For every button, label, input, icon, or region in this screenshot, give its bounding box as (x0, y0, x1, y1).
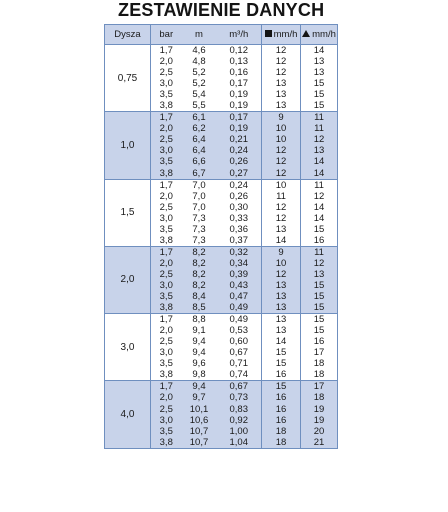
m-cell: 8,2 (182, 246, 217, 258)
flow-cell: 0,37 (217, 235, 262, 247)
m-cell: 9,4 (182, 347, 217, 358)
page-title: ZESTAWIENIE DANYCH (118, 0, 325, 20)
square-rate-cell: 18 (262, 426, 301, 437)
triangle-rate-cell: 12 (301, 134, 338, 145)
flow-cell: 0,24 (217, 145, 262, 156)
square-rate-cell: 15 (262, 347, 301, 358)
table-header-row (105, 25, 338, 45)
m-cell: 7,3 (182, 213, 217, 224)
bar-cell: 2,0 (151, 56, 182, 67)
triangle-rate-cell: 14 (301, 156, 338, 167)
bar-cell: 2,0 (151, 325, 182, 336)
square-rate-cell: 9 (262, 112, 301, 124)
header-bar: bar (151, 25, 182, 45)
square-rate-cell: 13 (262, 89, 301, 100)
triangle-rate-cell: 14 (301, 45, 338, 57)
triangle-rate-cell: 15 (301, 89, 338, 100)
square-rate-cell: 12 (262, 168, 301, 180)
square-rate-cell: 10 (262, 179, 301, 191)
bar-cell: 3,8 (151, 302, 182, 314)
bar-cell: 3,5 (151, 358, 182, 369)
flow-cell: 0,16 (217, 67, 262, 78)
triangle-rate-cell: 11 (301, 123, 338, 134)
square-rate-cell: 12 (262, 156, 301, 167)
m-cell: 9,4 (182, 336, 217, 347)
square-rate-cell: 15 (262, 381, 301, 393)
bar-cell: 3,8 (151, 369, 182, 381)
m-cell: 10,7 (182, 426, 217, 437)
triangle-rate-cell: 14 (301, 213, 338, 224)
square-rate-cell: 13 (262, 224, 301, 235)
bar-cell: 3,0 (151, 347, 182, 358)
nozzle-group (105, 381, 338, 448)
m-cell: 9,8 (182, 369, 217, 381)
table-row (105, 45, 338, 57)
nozzle-group (105, 314, 338, 381)
bar-cell: 1,7 (151, 246, 182, 258)
bar-cell: 3,8 (151, 168, 182, 180)
bar-cell: 3,5 (151, 224, 182, 235)
square-rate-cell: 9 (262, 246, 301, 258)
flow-cell: 0,83 (217, 404, 262, 415)
triangle-rate-cell: 15 (301, 314, 338, 326)
flow-cell: 0,43 (217, 280, 262, 291)
m-cell: 6,2 (182, 123, 217, 134)
m-cell: 7,0 (182, 202, 217, 213)
triangle-rate-cell: 13 (301, 56, 338, 67)
flow-cell: 0,73 (217, 392, 262, 403)
m-cell: 5,2 (182, 78, 217, 89)
table-row (105, 179, 338, 191)
triangle-rate-cell: 19 (301, 415, 338, 426)
square-rate-cell: 13 (262, 291, 301, 302)
bar-cell: 2,0 (151, 392, 182, 403)
m-cell: 5,4 (182, 89, 217, 100)
flow-cell: 0,33 (217, 213, 262, 224)
nozzle-group (105, 246, 338, 313)
m-cell: 9,4 (182, 381, 217, 393)
flow-cell: 0,92 (217, 415, 262, 426)
m-cell: 9,1 (182, 325, 217, 336)
nozzle-data-table (104, 24, 338, 449)
bar-cell: 1,7 (151, 381, 182, 393)
m-cell: 10,1 (182, 404, 217, 415)
triangle-rate-cell: 14 (301, 202, 338, 213)
triangle-rate-cell: 20 (301, 426, 338, 437)
flow-cell: 0,17 (217, 78, 262, 89)
m-cell: 7,0 (182, 191, 217, 202)
square-rate-cell: 13 (262, 314, 301, 326)
triangle-rate-cell: 11 (301, 246, 338, 258)
bar-cell: 2,5 (151, 404, 182, 415)
bar-cell: 2,5 (151, 336, 182, 347)
triangle-rate-cell: 15 (301, 325, 338, 336)
square-rate-cell: 13 (262, 78, 301, 89)
triangle-rate-cell: 13 (301, 67, 338, 78)
flow-cell: 0,19 (217, 89, 262, 100)
triangle-rate-cell: 15 (301, 78, 338, 89)
flow-cell: 0,32 (217, 246, 262, 258)
square-rate-cell: 11 (262, 191, 301, 202)
bar-cell: 1,7 (151, 45, 182, 57)
square-rate-cell: 18 (262, 437, 301, 449)
triangle-rate-cell: 15 (301, 302, 338, 314)
m-cell: 8,8 (182, 314, 217, 326)
m-cell: 6,1 (182, 112, 217, 124)
m-cell: 5,5 (182, 100, 217, 112)
bar-cell: 2,5 (151, 134, 182, 145)
square-rate-cell: 12 (262, 56, 301, 67)
bar-cell: 3,0 (151, 145, 182, 156)
flow-cell: 0,27 (217, 168, 262, 180)
m-cell: 4,8 (182, 56, 217, 67)
square-rate-cell: 14 (262, 235, 301, 247)
header-triangle-rate (301, 25, 338, 45)
square-rate-cell: 12 (262, 269, 301, 280)
header-m: m (182, 25, 217, 45)
triangle-rate-cell: 15 (301, 100, 338, 112)
bar-cell: 1,7 (151, 179, 182, 191)
bar-cell: 2,5 (151, 202, 182, 213)
square-rate-cell: 16 (262, 369, 301, 381)
bar-cell: 2,0 (151, 191, 182, 202)
square-rate-cell: 12 (262, 67, 301, 78)
flow-cell: 0,49 (217, 314, 262, 326)
triangle-rate-cell: 11 (301, 179, 338, 191)
square-rate-cell: 12 (262, 213, 301, 224)
triangle-rate-cell: 12 (301, 258, 338, 269)
table-row (105, 112, 338, 124)
bar-cell: 3,0 (151, 415, 182, 426)
triangle-rate-cell: 13 (301, 145, 338, 156)
flow-cell: 0,12 (217, 45, 262, 57)
square-rate-cell: 10 (262, 134, 301, 145)
flow-cell: 1,04 (217, 437, 262, 449)
nozzle-group (105, 45, 338, 112)
flow-cell: 0,47 (217, 291, 262, 302)
nozzle-group (105, 112, 338, 179)
flow-cell: 0,53 (217, 325, 262, 336)
flow-cell: 0,67 (217, 347, 262, 358)
square-rate-cell: 14 (262, 336, 301, 347)
flow-cell: 0,60 (217, 336, 262, 347)
bar-cell: 1,7 (151, 314, 182, 326)
bar-cell: 3,0 (151, 78, 182, 89)
flow-cell: 0,71 (217, 358, 262, 369)
m-cell: 7,3 (182, 235, 217, 247)
flow-cell: 0,24 (217, 179, 262, 191)
square-rate-cell: 16 (262, 415, 301, 426)
bar-cell: 3,0 (151, 280, 182, 291)
square-rate-cell: 12 (262, 45, 301, 57)
flow-cell: 0,67 (217, 381, 262, 393)
table-row (105, 381, 338, 393)
m-cell: 4,6 (182, 45, 217, 57)
flow-cell: 0,34 (217, 258, 262, 269)
m-cell: 8,5 (182, 302, 217, 314)
triangle-rate-cell: 15 (301, 224, 338, 235)
triangle-rate-cell: 19 (301, 404, 338, 415)
triangle-icon (302, 30, 310, 37)
table-row (105, 246, 338, 258)
square-rate-cell: 12 (262, 145, 301, 156)
flow-cell: 0,30 (217, 202, 262, 213)
dysza-cell: 1,0 (105, 112, 151, 179)
dysza-cell: 4,0 (105, 381, 151, 448)
triangle-rate-cell: 13 (301, 269, 338, 280)
m-cell: 8,4 (182, 291, 217, 302)
triangle-rate-cell: 15 (301, 280, 338, 291)
dysza-cell: 2,0 (105, 246, 151, 313)
bar-cell: 3,5 (151, 291, 182, 302)
header-triangle-label: mm/h (312, 29, 336, 40)
nozzle-group (105, 179, 338, 246)
header-square-label: mm/h (273, 29, 298, 40)
bar-cell: 2,5 (151, 269, 182, 280)
flow-cell: 0,26 (217, 156, 262, 167)
bar-cell: 2,0 (151, 123, 182, 134)
flow-cell: 0,13 (217, 56, 262, 67)
m-cell: 7,0 (182, 179, 217, 191)
header-dysza: Dysza (105, 25, 151, 45)
flow-cell: 1,00 (217, 426, 262, 437)
triangle-rate-cell: 18 (301, 358, 338, 369)
square-rate-cell: 10 (262, 123, 301, 134)
m-cell: 6,4 (182, 134, 217, 145)
flow-cell: 0,19 (217, 100, 262, 112)
m-cell: 6,7 (182, 168, 217, 180)
square-rate-cell: 16 (262, 404, 301, 415)
header-flow (217, 25, 262, 45)
header-square-rate (262, 25, 301, 45)
flow-cell: 0,21 (217, 134, 262, 145)
flow-cell: 0,17 (217, 112, 262, 124)
bar-cell: 2,5 (151, 67, 182, 78)
triangle-rate-cell: 11 (301, 112, 338, 124)
square-rate-cell: 16 (262, 392, 301, 403)
flow-cell: 0,19 (217, 123, 262, 134)
m-cell: 9,7 (182, 392, 217, 403)
triangle-rate-cell: 16 (301, 235, 338, 247)
m-cell: 7,3 (182, 224, 217, 235)
bar-cell: 1,7 (151, 112, 182, 124)
square-rate-cell: 13 (262, 100, 301, 112)
m-cell: 8,2 (182, 280, 217, 291)
flow-cell: 0,49 (217, 302, 262, 314)
triangle-rate-cell: 17 (301, 347, 338, 358)
flow-cell: 0,36 (217, 224, 262, 235)
flow-cell: 0,26 (217, 191, 262, 202)
square-rate-cell: 13 (262, 280, 301, 291)
m-cell: 8,2 (182, 258, 217, 269)
table-row (105, 314, 338, 326)
m-cell: 6,6 (182, 156, 217, 167)
m-cell: 6,4 (182, 145, 217, 156)
bar-cell: 3,5 (151, 89, 182, 100)
flow-cell: 0,74 (217, 369, 262, 381)
m-cell: 8,2 (182, 269, 217, 280)
bar-cell: 3,8 (151, 235, 182, 247)
dysza-cell: 1,5 (105, 179, 151, 246)
triangle-rate-cell: 18 (301, 392, 338, 403)
bar-cell: 3,5 (151, 156, 182, 167)
dysza-cell: 0,75 (105, 45, 151, 112)
triangle-rate-cell: 15 (301, 291, 338, 302)
square-icon (265, 30, 272, 37)
m-cell: 9,6 (182, 358, 217, 369)
bar-cell: 3,0 (151, 213, 182, 224)
triangle-rate-cell: 17 (301, 381, 338, 393)
bar-cell: 3,8 (151, 437, 182, 449)
triangle-rate-cell: 18 (301, 369, 338, 381)
square-rate-cell: 13 (262, 302, 301, 314)
square-rate-cell: 10 (262, 258, 301, 269)
m-cell: 10,6 (182, 415, 217, 426)
bar-cell: 3,8 (151, 100, 182, 112)
triangle-rate-cell: 16 (301, 336, 338, 347)
m-cell: 5,2 (182, 67, 217, 78)
square-rate-cell: 13 (262, 325, 301, 336)
triangle-rate-cell: 12 (301, 191, 338, 202)
triangle-rate-cell: 14 (301, 168, 338, 180)
bar-cell: 2,0 (151, 258, 182, 269)
flow-cell: 0,39 (217, 269, 262, 280)
bar-cell: 3,5 (151, 426, 182, 437)
triangle-rate-cell: 21 (301, 437, 338, 449)
dysza-cell: 3,0 (105, 314, 151, 381)
square-rate-cell: 15 (262, 358, 301, 369)
m-cell: 10,7 (182, 437, 217, 449)
square-rate-cell: 12 (262, 202, 301, 213)
header-flow-label: m³/h (229, 29, 249, 40)
